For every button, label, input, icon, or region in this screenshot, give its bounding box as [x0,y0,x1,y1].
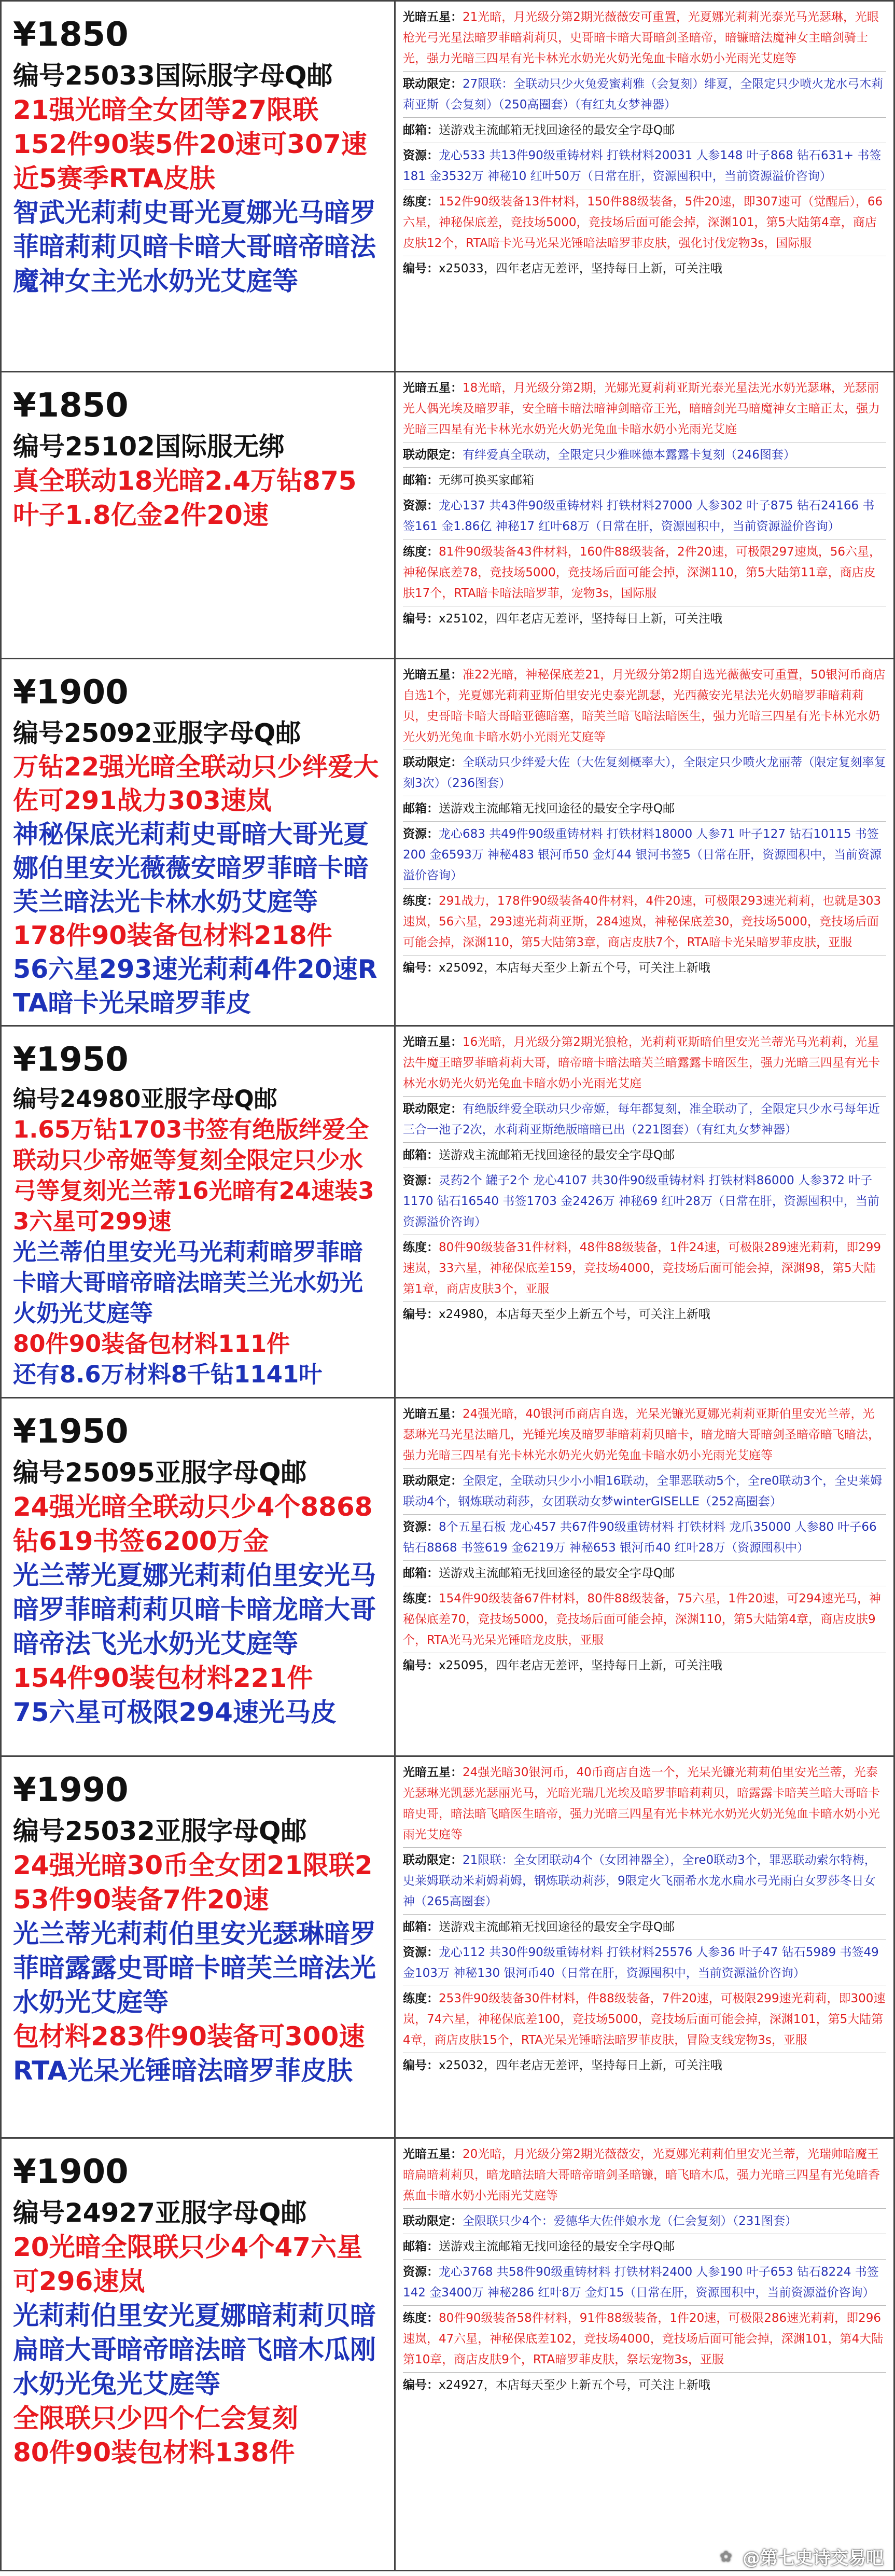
section-label: 邮箱： [403,123,439,137]
section-text: x25033，四年老店无差评，坚持每日上新，可关注哦 [439,262,722,275]
summary-line: 编号25092亚服字母Q邮 [13,718,301,748]
section-divider [403,2208,886,2209]
section-label: 联动限定： [403,2214,463,2228]
section-label: 光暗五星： [403,381,463,395]
section-text: 80件90级装备58件材料，91件88级装备，1件20速，可极限286速光莉莉，即296速岚，47六星，神秘保底差102，竞技场4000，竞技场后面可能会掉，深渊101，第4大陆第10章，商店皮肤9个，RTA暗罗菲皮肤，祭坛宠物3s，亚服 [403,2311,884,2366]
section-label: 练度： [403,894,439,908]
summary-line: 近5赛季RTA皮肤 [13,163,215,193]
section-text: 有绊爱真全联动，全限定只少雅咪德本露露卡复刻（246图套） [463,448,795,462]
detail-section [403,445,886,465]
section-label: 邮箱： [403,1920,439,1934]
section-label: 邮箱： [403,474,439,487]
listing-details [396,1757,893,2137]
section-text: 全联动只少绊爱大佐（大佐复刻概率大），全限定只少喷火龙丽蒂（限定复刻率复刻3次）（236图套） [403,756,886,790]
detail-section [403,1404,886,1466]
summary-line: 真全联动18光暗2.4万钻875 [13,466,357,496]
detail-section [403,542,886,604]
listing-details [396,1398,893,1755]
section-label: 练度： [403,2311,439,2325]
section-text: 龙心137 共43件90级重铸材料 打铁材料27000 人参302 叶子875 钻石24166 书签161 金1.86亿 神秘17 红叶68万（日常在肝，资源囤积中，当前资源溢价咨询） [403,499,875,533]
listing-details [396,372,893,658]
section-text: 80件90级装备31件材料，48件88级装备，1件24速，可极限289速光莉莉，即299速岚，33六星，神秘保底差159，竞技场4000，竞技场后面可能会掉，深渊98，第5大陆第1章，商店皮肤3个，亚服 [403,1241,882,1296]
section-text: 152件90级装备13件材料，150件88级装备，5件20速，即307速可（觉醒后），66六星，神秘保底差，竞技场5000，竞技场后面可能会掉，深渊101，第5大陆第4章，商店皮肤12个，RTA暗卡光马光呆光锤暗法暗罗菲皮肤，强化讨伐宠物3s，国际服 [403,195,883,250]
detail-section [403,1032,886,1094]
listing-price: ¥1990 [13,1771,129,1809]
section-text: x25102，四年老店无差评，坚持每日上新，可关注哦 [439,612,722,626]
summary-line: 75六星可极限294速光马皮 [13,1697,337,1727]
detail-section [403,1237,886,1299]
detail-section [403,798,886,819]
detail-section [403,470,886,491]
section-text: x25032，四年老店无差评，坚持每日上新，可关注哦 [439,2059,722,2072]
detail-section [403,145,886,187]
section-text: 龙心683 共49件90级重铸材料 打铁材料18000 人参71 叶子127 钻石10115 书签200 金6593万 神秘483 银河币50 金灯44 银河书签5（日常在肝，资源囤积中，当前资源溢价咨询） [403,827,882,882]
detail-section [403,120,886,141]
detail-section [403,1762,886,1845]
section-text: 291战力，178件90级装备40件材料，4件20速，可极限293速光莉莉，也就是303速岚，56六星，293速光莉莉亚斯，284速岚，神秘保底差30，竞技场5000，竞技场后面可能会掉，深渊110，第5大陆第3章，商店皮肤7个，RTA暗卡光呆暗罗菲皮肤，亚服 [403,894,882,949]
section-text: 21光暗，月光级分第2期光薇薇安可重置，光夏娜光莉莉光泰光马光瑟琳，光眼枪光弓光星法暗罗菲暗莉莉贝，史哥暗卡暗大哥暗剑圣暗帝，暗镰暗法魔神女主暗剑骑士光，强力光暗三四星有光卡林光水奶光火奶光兔血卡暗水奶小光雨光艾庭等 [403,10,879,65]
summary-line: 万钻22强光暗全联动只少绊爱大佐可291战力303速岚 [13,752,379,815]
section-label: 编号： [403,1308,439,1321]
section-label: 编号： [403,961,439,975]
detail-section [403,191,886,254]
detail-section [403,824,886,886]
section-label: 资源： [403,1520,439,1534]
section-label: 联动限定： [403,448,463,462]
detail-section [403,2375,886,2395]
listing-details [396,2,893,371]
summary-line: 编号24927亚服字母Q邮 [13,2198,307,2228]
section-label: 编号： [403,2378,439,2392]
detail-section [403,378,886,440]
listing-row [0,658,895,1027]
section-text: 21限联：全女团联动4个（女团神器全），全re0联动3个，罪恶联动索尔特梅，史莱姆联动米莉姆莉姆，钢炼联动莉莎，9限定火飞丽希水龙水扁水弓光雨白女罗莎冬日女神（265高圈套） [403,1853,876,1908]
section-text: 253件90级装备30件材料，件88级装备，7件20速，可极限299速光莉莉，即300速岚，74六星，神秘保底差100，竞技场5000，竞技场后面可能会掉，深渊101，第5大陆第4章，商店皮肤15个，RTA光呆光锤暗法暗罗菲皮肤，冒险支线宠物3s，亚服 [403,1992,886,2047]
detail-section [403,752,886,794]
summary-line: 20光暗全限联只少4个47六星可296速岚 [13,2232,362,2296]
section-divider [403,2372,886,2373]
detail-section [403,958,886,978]
listing-price: ¥1950 [13,1412,129,1451]
section-text: 送游戏主流邮箱无找回途径的最安全字母Q邮 [439,1567,675,1580]
section-label: 光暗五星： [403,2148,463,2161]
summary-line: 包材料283件90装备可300速 [13,2021,365,2052]
section-text: 24强光暗30银河币，40币商店自选一个，光呆光镰光莉莉伯里安光兰蒂，光泰光瑟琳光凯瑟光瑟丽光马，光暗光瑞几光埃及暗罗菲暗莉莉贝，暗露露卡暗芙兰暗大哥暗卡暗史哥，暗法暗飞暗医生暗帝，强力光暗三四星有光卡林光水奶光火奶光兔血卡暗水奶小光雨光艾庭等 [403,1766,880,1841]
summary-line: 152件90装5件20速可307速 [13,129,367,159]
section-label: 练度： [403,1241,439,1254]
listing-details [396,659,893,1025]
detail-section [403,608,886,629]
listing-row [0,1755,895,2139]
summary-line: 80件90装备包材料111件 [13,1330,290,1358]
detail-section [403,891,886,953]
summary-line: 24强光暗30币全女团21限联253件90装备7件20速 [13,1850,373,1915]
section-divider [403,1847,886,1848]
listing-summary [2,2,396,371]
summary-line: 智武光莉莉史哥光夏娜光马暗罗菲暗莉莉贝暗卡暗大哥暗帝暗法魔神女主光水奶光艾庭等 [13,198,376,296]
summary-line: 154件90装包材料221件 [13,1663,313,1693]
detail-section [403,2211,886,2232]
section-divider [403,1142,886,1143]
detail-section [403,2144,886,2206]
section-label: 邮箱： [403,1567,439,1580]
section-label: 联动限定： [403,1853,463,1867]
section-text: 全限联只少4个：爱德华大佐伴娘水龙（仁会复刻）（231图套） [463,2214,798,2228]
paw-icon: ✿ [715,2545,737,2568]
listing-summary [2,2139,396,2570]
section-text: 准22光暗，神秘保底差21，月光级分第2期自选光薇薇安可重置，50银河币商店自选1个，光夏娜光莉莉亚斯伯里安光史泰光凯瑟，光西薇安光星法光火奶暗罗菲暗莉莉贝，史哥暗卡暗大哥暗亚德暗塞，暗芙兰暗飞暗法暗医生，强力光暗三四星有光卡林光水奶光火奶光兔血卡暗水奶小光雨光艾庭等 [403,668,886,744]
listing-details [396,1027,893,1397]
detail-section [403,1850,886,1912]
summary-line: 80件90装包材料138件 [13,2437,295,2468]
section-text: 灵药2个 罐子2个 龙心4107 共30件90级重铸材料 打铁材料86000 人参372 叶子1170 钻石16540 书签1703 金2426万 神秘69 红叶28万（日常在肝，资源囤积中，当前资源溢价咨询） [403,1174,879,1229]
section-text: 送游戏主流邮箱无找回途径的最安全字母Q邮 [439,2240,675,2253]
summary-line: 还有8.6万材料8千钻1141叶 [13,1361,323,1388]
detail-section [403,1471,886,1512]
watermark [715,2542,884,2571]
section-text: x24927，本店每天至少上新五个号，可关注上新哦 [439,2378,710,2392]
section-text: 龙心533 共13件90级重铸材料 打铁材料20031 人参148 叶子868 钻石631+ 书签181 金3532万 神秘10 红叶50万（日常在肝，资源囤积中，当前资源溢价咨询） [403,149,882,183]
section-label: 练度： [403,1992,439,2005]
section-label: 光暗五星： [403,10,463,24]
summary-line: 21强光暗全女团等27限联 [13,95,319,125]
summary-line: 光兰蒂光莉莉伯里安光瑟琳暗罗菲暗露露史哥暗卡暗芙兰暗法光水奶光艾庭等 [13,1919,376,2017]
listing-row [0,1025,895,1398]
section-label: 资源： [403,149,439,162]
detail-section [403,1099,886,1140]
section-divider [403,1560,886,1561]
section-label: 编号： [403,262,439,275]
detail-section [403,1145,886,1166]
section-label: 光暗五星： [403,1766,463,1779]
section-text: 24强光暗，40银河币商店自选，光呆光镰光夏娜光莉莉亚斯伯里安光兰蒂，光瑟琳光马光星法暗几，光锤光埃及暗罗菲暗莉莉贝暗卡，暗龙暗大哥暗剑圣暗帝暗飞暗法，强力光暗三四星有光卡林光水奶光火奶光兔血卡暗水奶小光雨光艾庭等 [403,1407,880,1462]
listing-row [0,371,895,659]
section-text: 16光暗，月光级分第2期光狼枪，光莉莉亚斯暗伯里安光兰蒂光马光莉莉，光星法牛魔王暗罗菲暗莉莉大哥，暗帝暗卡暗法暗芙兰暗露露卡暗医生，强力光暗三四星有光卡林光水奶光火奶光兔血卡暗水奶小光雨光艾庭 [403,1035,880,1090]
section-divider [403,467,886,468]
listing-summary [2,372,396,658]
summary-line: 编号25102国际服无绑 [13,432,285,462]
summary-line: 编号25095亚服字母Q邮 [13,1458,307,1488]
listing-price: ¥1950 [13,1041,129,1079]
section-label: 邮箱： [403,802,439,815]
section-divider [403,117,886,118]
detail-section [403,1517,886,1558]
section-text: x24980，本店每天至少上新五个号，可关注上新哦 [439,1308,710,1321]
section-label: 联动限定： [403,756,463,769]
detail-section [403,1655,886,1676]
section-label: 练度： [403,195,439,209]
summary-line: 56六星293速光莉莉4件20速RTA暗卡光呆暗罗菲皮 [13,954,377,1018]
section-text: 无绑可换买家邮箱 [439,474,534,487]
listing-summary [2,1027,396,1397]
section-label: 光暗五星： [403,1035,463,1049]
section-text: 18光暗，月光级分第2期，光娜光夏莉莉亚斯光泰光星法光水奶光瑟琳，光瑟丽光人偶光埃及暗罗菲，安全暗卡暗法暗神剑暗帝王光，暗暗剑光马暗魔神女主暗正太，强力光暗三四星有光卡林光水奶光火奶光兔血卡暗水奶小光雨光艾庭 [403,381,880,436]
section-text: x25095，四年老店无差评，坚持每日上新，可关注哦 [439,1659,722,1672]
watermark-text: @第七史诗交易吧 [743,2547,884,2569]
detail-section [403,1917,886,1937]
detail-section [403,74,886,115]
section-text: 送游戏主流邮箱无找回途径的最安全字母Q邮 [439,802,675,815]
summary-line: 光兰蒂伯里安光马光莉莉暗罗菲暗卡暗大哥暗帝暗法暗芙兰光水奶光火奶光艾庭等 [13,1238,363,1327]
listing-row [0,0,895,372]
listing-price: ¥1850 [13,386,129,425]
detail-section [403,495,886,537]
detail-section [403,2262,886,2303]
section-text: 20光暗，月光级分第2期光薇薇安，光夏娜光莉莉伯里安光兰蒂，光瑞帅暗魔王暗扁暗莉莉贝，暗龙暗法暗大哥暗帝暗剑圣暗镰，暗飞暗木瓜，强力光暗三四星有光兔暗香蕉血卡暗水奶小光雨光艾庭等 [403,2148,880,2203]
listing-price: ¥1900 [13,2153,129,2191]
summary-line: 神秘保底光莉莉史哥暗大哥光夏娜伯里安光薇薇安暗罗菲暗卡暗芙兰暗法光卡林水奶艾庭等 [13,820,369,917]
detail-section [403,2236,886,2257]
section-divider [403,2305,886,2306]
section-label: 资源： [403,1946,439,1959]
summary-line: 1.65万钻1703书签有绝版绊爱全联动只少帝姬等复刻全限定只少水弓等复刻光兰蒂16光暗有24速装33六星可299速 [13,1116,374,1235]
section-label: 联动限定： [403,1102,463,1116]
section-divider [403,1914,886,1915]
section-text: 27限联：全联动只少火兔爱蜜莉雅（会复刻）绯夏，全限定只少喷火龙水弓木莉莉亚斯（会复刻）（250高圈套）（有红丸女梦神器） [403,77,884,112]
summary-line: 编号25032亚服字母Q邮 [13,1816,307,1846]
section-label: 资源： [403,2265,439,2279]
detail-section [403,2308,886,2370]
section-label: 光暗五星： [403,1407,463,1421]
listing-price: ¥1850 [13,16,129,54]
detail-section [403,1304,886,1325]
section-label: 联动限定： [403,1474,463,1488]
section-text: x25092，本店每天至少上新五个号，可关注上新哦 [439,961,710,975]
summary-line: 24强光暗全联动只少4个8868钻619书签6200万金 [13,1492,373,1556]
detail-section [403,1588,886,1651]
listing-summary [2,659,396,1025]
section-label: 邮箱： [403,2240,439,2253]
listing-details [396,2139,893,2570]
section-text: 龙心3768 共58件90级重铸材料 打铁材料2400 人参190 叶子653 钻石8224 书签142 金3400万 神秘286 红叶8万 金灯15（日常在肝，资源囤积中，当前资源溢价咨询） [403,2265,879,2300]
section-divider [403,2259,886,2260]
section-label: 编号： [403,2059,439,2072]
detail-section [403,664,886,747]
detail-section [403,1988,886,2051]
section-divider [403,888,886,889]
section-text: 全限定，全联动只少小小帽16联动，全罪恶联动5个，全re0联动3个，全史莱姆联动4个，钢炼联动莉莎，女团联动女梦winterGISELLE（252高圈套） [403,1474,883,1508]
detail-section [403,1563,886,1584]
summary-line: 编号25033国际服字母Q邮 [13,61,333,91]
detail-section [403,1170,886,1232]
section-label: 邮箱： [403,1148,439,1162]
section-divider [403,821,886,822]
section-text: 送游戏主流邮箱无找回途径的最安全字母Q邮 [439,1148,675,1162]
detail-section [403,1942,886,1984]
section-label: 光暗五星： [403,668,463,682]
summary-line: RTA光呆光锤暗法暗罗菲皮肤 [13,2056,353,2086]
section-text: 8个五星石板 龙心457 共67件90级重铸材料 打铁材料 龙爪35000 人参80 叶子66 钻石8868 书签619 金6219万 神秘653 银河币40 红叶28万（资源囤积中） [403,1520,877,1555]
section-label: 练度： [403,545,439,559]
section-divider [403,1096,886,1097]
summary-line: 光兰蒂光夏娜光莉莉伯里安光马暗罗菲暗莉莉贝暗卡暗龙暗大哥暗帝法飞光水奶光艾庭等 [13,1560,376,1659]
section-divider [403,71,886,72]
section-label: 练度： [403,1592,439,1605]
section-text: 送游戏主流邮箱无找回途径的最安全字母Q邮 [439,123,675,137]
detail-section [403,258,886,279]
section-divider [403,1514,886,1515]
detail-section [403,7,886,69]
section-text: 154件90级装备67件材料，80件88级装备，75六星，1件20速，可294速光马，神秘保底差70，竞技场5000，竞技场后面可能会掉，深渊110，第5大陆第4章，商店皮肤9个，RTA光马光呆光锤暗龙皮肤，亚服 [403,1592,882,1647]
section-label: 资源： [403,499,439,513]
summary-line: 叶子1.8亿金2件20速 [13,500,269,530]
section-label: 编号： [403,1659,439,1672]
listing-row [0,1397,895,1757]
listing-summary [2,1398,396,1755]
section-label: 资源： [403,1174,439,1187]
detail-section [403,2055,886,2076]
summary-line: 光莉莉伯里安光夏娜暗莉莉贝暗扁暗大哥暗帝暗法暗飞暗木瓜刚水奶光兔光艾庭等 [13,2301,376,2399]
section-text: 有绝版绊爱全联动只少帝姬，每年都复刻，准全联动了，全限定只少水弓每年近三合一池子2次，水莉莉亚斯绝版暗暗已出（221图套）（有红丸女梦神器） [403,1102,880,1137]
listing-row [0,2137,895,2571]
section-label: 资源： [403,827,439,841]
summary-line: 178件90装备包材料218件 [13,921,332,950]
listing-summary [2,1757,396,2137]
section-label: 编号： [403,612,439,626]
section-text: 81件90级装备43件材料，160件88级装备，2件20速，可极限297速岚，56六星，神秘保底差78，竞技场5000，竞技场后面可能会掉，深渊110，第5大陆第11章，商店皮肤17个，RTA暗卡暗法暗罗菲，宠物3s，国际服 [403,545,882,600]
section-divider [403,1468,886,1469]
section-text: 龙心112 共30件90级重铸材料 打铁材料25576 人参36 叶子47 钻石5989 书签49 金103万 神秘130 银河币40（日常在肝，资源囤积中，当前资源溢价咨询） [403,1946,879,1980]
summary-line: 编号24980亚服字母Q邮 [13,1085,277,1113]
section-text: 送游戏主流邮箱无找回途径的最安全字母Q邮 [439,1920,675,1934]
section-divider [403,1301,886,1302]
summary-line: 全限联只少四个仁会复刻 [13,2403,298,2433]
section-label: 联动限定： [403,77,463,91]
listing-price: ¥1900 [13,673,129,712]
